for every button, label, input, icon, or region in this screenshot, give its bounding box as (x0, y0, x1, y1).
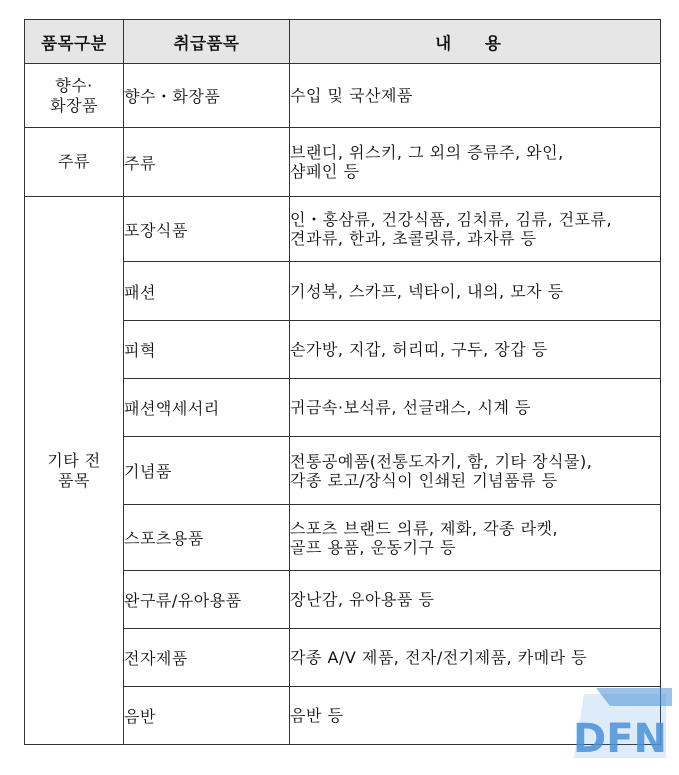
item-cell: 포장식품 (124, 197, 290, 262)
desc-cell: 기성복, 스카프, 넥타이, 내의, 모자 등 (290, 262, 661, 321)
item-cell: 패션 (124, 262, 290, 321)
desc-cell: 전통공예품(전통도자기, 함, 기타 장식물), 각종 로고/장식이 인쇄된 기념품류 등 (290, 437, 661, 505)
desc-cell: 인・홍삼류, 건강식품, 김치류, 김류, 건포류, 견과류, 한과, 초콜릿류, 과자류 등 (290, 197, 661, 262)
item-cell: 기념품 (124, 437, 290, 505)
desc-cell: 스포츠 브랜드 의류, 제화, 각종 라켓, 골프 용품, 운동기구 등 (290, 505, 661, 571)
header-content: 내 용 (290, 20, 661, 64)
desc-cell: 수입 및 국산제품 (290, 64, 661, 128)
dfn-watermark-logo (566, 686, 674, 766)
desc-cell: 음반 등 (290, 687, 661, 745)
desc-cell: 귀금속·보석류, 선글래스, 시계 등 (290, 379, 661, 437)
item-cell: 향수・화장품 (124, 64, 290, 128)
category-cell: 기타 전 품목 (25, 197, 124, 745)
header-category: 품목구분 (25, 20, 124, 64)
category-cell: 향수· 화장품 (25, 64, 124, 128)
table-row (25, 197, 661, 262)
item-cell: 피혁 (124, 321, 290, 379)
duty-free-items-table (24, 19, 661, 745)
desc-cell: 브랜디, 위스키, 그 외의 증류주, 와인, 샴페인 등 (290, 128, 661, 197)
item-cell: 완구류/유아용품 (124, 571, 290, 629)
desc-cell: 장난감, 유아용품 등 (290, 571, 661, 629)
watermark-text: DFN (572, 716, 668, 762)
category-cell: 주류 (25, 128, 124, 197)
item-cell: 스포츠용품 (124, 505, 290, 571)
item-cell: 패션액세서리 (124, 379, 290, 437)
desc-cell: 손가방, 지갑, 허리띠, 구두, 장갑 등 (290, 321, 661, 379)
table-row (25, 64, 661, 128)
table-header-row (25, 20, 661, 64)
item-cell: 음반 (124, 687, 290, 745)
desc-cell: 각종 A/V 제품, 전자/전기제품, 카메라 등 (290, 629, 661, 687)
item-cell: 전자제품 (124, 629, 290, 687)
header-item: 취급품목 (124, 20, 290, 64)
table-row (25, 128, 661, 197)
item-cell: 주류 (124, 128, 290, 197)
